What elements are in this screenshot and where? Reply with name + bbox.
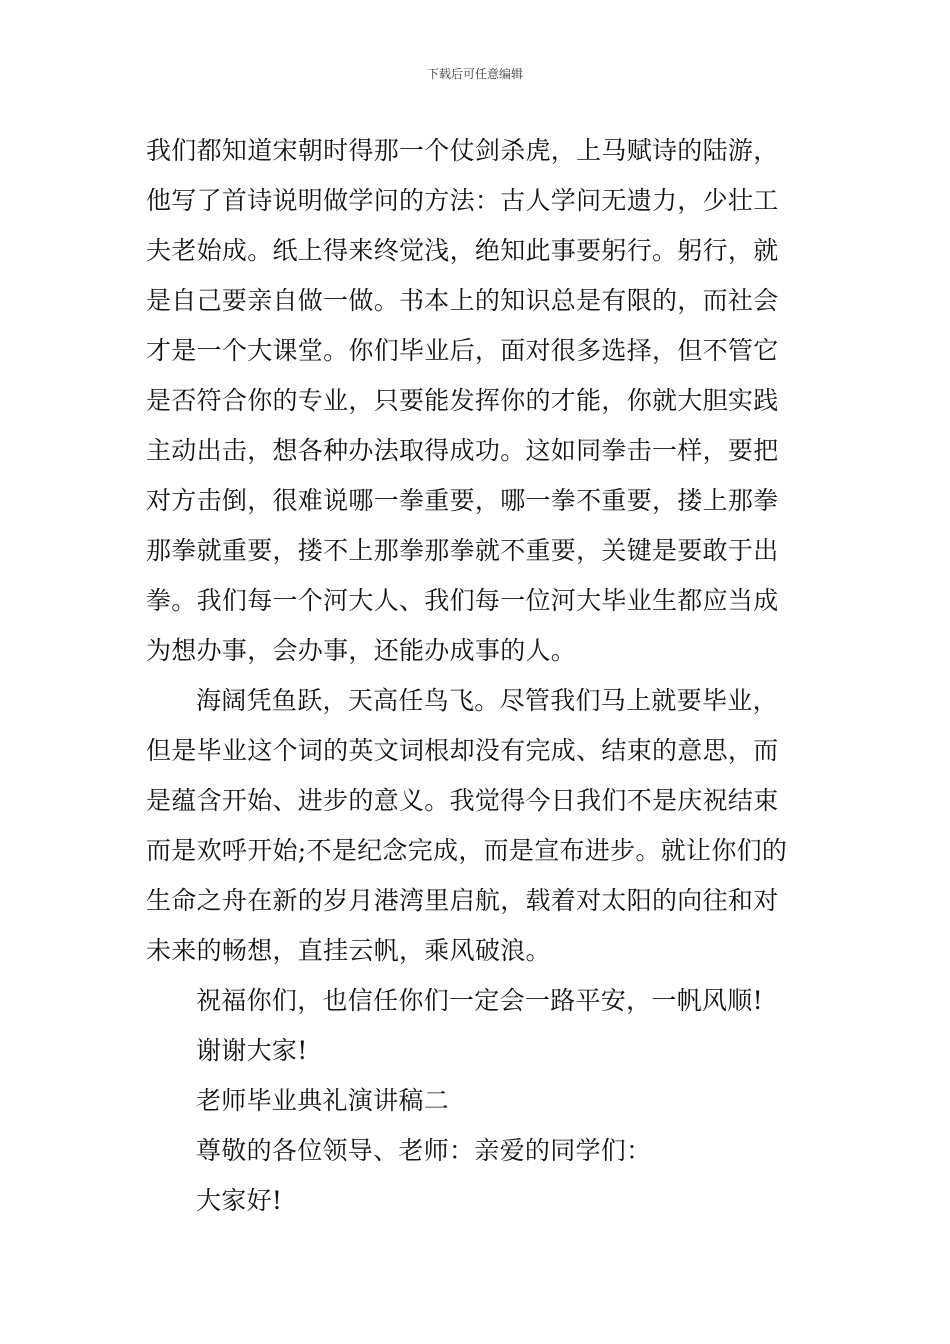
text-line: 而是欢呼开始;不是纪念完成，而是宣布进步。就让你们的 bbox=[146, 836, 788, 865]
paragraph-1 bbox=[146, 126, 808, 676]
text-line: 是自己要亲自做一做。书本上的知识总是有限的，而社会 bbox=[146, 286, 779, 315]
text-line: 尊敬的各位领导、老师：亲爱的同学们： bbox=[196, 1136, 652, 1165]
text-line: 他写了首诗说明做学问的方法：古人学问无遗力，少壮工 bbox=[146, 186, 779, 215]
text-line: 才是一个大课堂。你们毕业后，面对很多选择，但不管它 bbox=[146, 336, 779, 365]
text-line: 拳。我们每一个河大人、我们每一位河大毕业生都应当成 bbox=[146, 586, 779, 615]
document-body bbox=[146, 126, 808, 1226]
text-line: 那拳就重要，搂不上那拳那拳就不重要，关键是要敢于出 bbox=[146, 536, 779, 565]
text-line: 主动出击，想各种办法取得成功。这如同拳击一样，要把 bbox=[146, 436, 779, 465]
text-line: 未来的畅想，直挂云帆，乘风破浪。 bbox=[146, 936, 551, 965]
text-line: 大家好! bbox=[196, 1186, 283, 1215]
text-line: 但是毕业这个词的英文词根却没有完成、结束的意思，而 bbox=[146, 736, 779, 765]
paragraph-4 bbox=[146, 1026, 808, 1076]
text-line: 夫老始成。纸上得来终觉浅，绝知此事要躬行。躬行，就 bbox=[146, 236, 779, 265]
text-line: 是蕴含开始、进步的意义。我觉得今日我们不是庆祝结束 bbox=[146, 786, 779, 815]
text-line: 生命之舟在新的岁月港湾里启航，载着对太阳的向往和对 bbox=[146, 886, 779, 915]
text-line: 老师毕业典礼演讲稿二 bbox=[196, 1086, 450, 1115]
page-header: 下载后可任意编辑 bbox=[426, 67, 523, 81]
greeting bbox=[146, 1176, 808, 1226]
paragraph-3 bbox=[146, 976, 808, 1026]
text-line: 是否符合你的专业，只要能发挥你的才能，你就大胆实践 bbox=[146, 386, 779, 415]
text-line: 为想办事，会办事，还能办成事的人。 bbox=[146, 636, 577, 665]
text-line: 祝福你们，也信任你们一定会一路平安，一帆风顺! bbox=[196, 986, 763, 1015]
text-line: 对方击倒，很难说哪一拳重要，哪一拳不重要，搂上那拳 bbox=[146, 486, 779, 515]
paragraph-2 bbox=[146, 676, 808, 976]
section-title bbox=[146, 1076, 808, 1126]
text-line: 谢谢大家! bbox=[196, 1036, 308, 1065]
salutation bbox=[146, 1126, 808, 1176]
text-line: 我们都知道宋朝时得那一个仗剑杀虎，上马赋诗的陆游， bbox=[146, 136, 779, 165]
text-line: 海阔凭鱼跃，天高任鸟飞。尽管我们马上就要毕业， bbox=[196, 686, 778, 715]
